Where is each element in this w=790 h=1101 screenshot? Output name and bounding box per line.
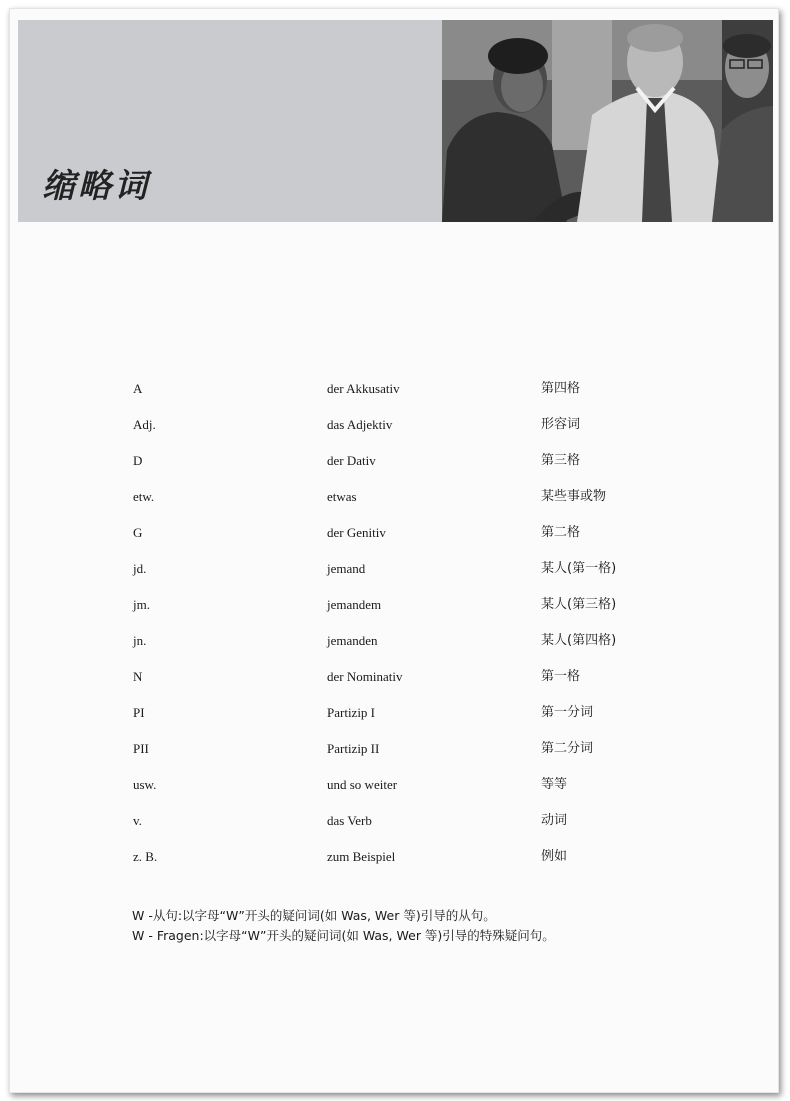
- term-cell: der Dativ: [327, 453, 376, 468]
- abbr-cell: jd.: [133, 561, 147, 576]
- table-row: [10, 847, 780, 883]
- term-cell: der Akkusativ: [327, 381, 400, 396]
- abbr-cell: PI: [133, 705, 145, 720]
- abbr-cell: D: [133, 453, 143, 468]
- abbreviation-table: [10, 379, 780, 883]
- abbr-cell: usw.: [133, 777, 157, 792]
- abbr-cell: etw.: [133, 489, 155, 504]
- table-row: [10, 811, 780, 847]
- translation-cell: 动词: [541, 813, 568, 828]
- term-cell: der Genitiv: [327, 525, 386, 540]
- table-row: [10, 487, 780, 523]
- term-cell: etwas: [327, 489, 357, 504]
- page-title: 缩略词: [42, 166, 150, 205]
- translation-cell: 第四格: [541, 381, 581, 396]
- table-row: [10, 379, 780, 415]
- term-cell: jemanden: [327, 633, 378, 648]
- translation-cell: 第一格: [541, 669, 581, 684]
- table-row: [10, 595, 780, 631]
- term-cell: Partizip I: [327, 705, 376, 720]
- term-cell: und so weiter: [327, 777, 398, 792]
- translation-cell: 某人(第四格): [541, 633, 617, 648]
- note-w-clause: W -从句:以字母“W”开头的疑问词(如 Was, Wer 等)引导的从句。: [132, 908, 496, 923]
- abbr-cell: N: [133, 669, 143, 684]
- document-page: [9, 8, 779, 1093]
- term-cell: Partizip II: [327, 741, 380, 756]
- abbr-cell: Adj.: [133, 417, 156, 432]
- abbr-cell: v.: [133, 813, 142, 828]
- term-cell: das Verb: [327, 813, 372, 828]
- table-row: [10, 415, 780, 451]
- people-photo: [442, 20, 773, 222]
- translation-cell: 例如: [541, 849, 568, 864]
- translation-cell: 第二格: [541, 525, 581, 540]
- translation-cell: 等等: [541, 777, 568, 792]
- term-cell: jemand: [327, 561, 366, 576]
- abbr-cell: A: [133, 381, 143, 396]
- term-cell: der Nominativ: [327, 669, 403, 684]
- notes: [132, 906, 555, 946]
- term-cell: jemandem: [327, 597, 382, 612]
- table-row: [10, 631, 780, 667]
- translation-cell: 某人(第一格): [541, 561, 617, 576]
- table-row: [10, 451, 780, 487]
- abbr-cell: G: [133, 525, 143, 540]
- translation-cell: 第三格: [541, 453, 581, 468]
- abbr-cell: z. B.: [133, 849, 158, 864]
- table-row: [10, 775, 780, 811]
- table-row: [10, 523, 780, 559]
- translation-cell: 第一分词: [541, 705, 594, 720]
- translation-cell: 形容词: [541, 417, 581, 432]
- abbr-cell: jn.: [133, 633, 147, 648]
- translation-cell: 某些事或物: [541, 489, 607, 504]
- table-row: [10, 667, 780, 703]
- abbr-cell: jm.: [133, 597, 150, 612]
- term-cell: das Adjektiv: [327, 417, 393, 432]
- term-cell: zum Beispiel: [327, 849, 396, 864]
- table-row: [10, 739, 780, 775]
- translation-cell: 某人(第三格): [541, 597, 617, 612]
- table-row: [10, 559, 780, 595]
- header-band: [18, 20, 442, 222]
- table-row: [10, 703, 780, 739]
- abbr-cell: PII: [133, 741, 149, 756]
- photo-illustration: [442, 20, 773, 222]
- translation-cell: 第二分词: [541, 741, 594, 756]
- note-w-fragen: W - Fragen:以字母“W”开头的疑问词(如 Was, Wer 等)引导的特殊疑问句。: [132, 928, 555, 943]
